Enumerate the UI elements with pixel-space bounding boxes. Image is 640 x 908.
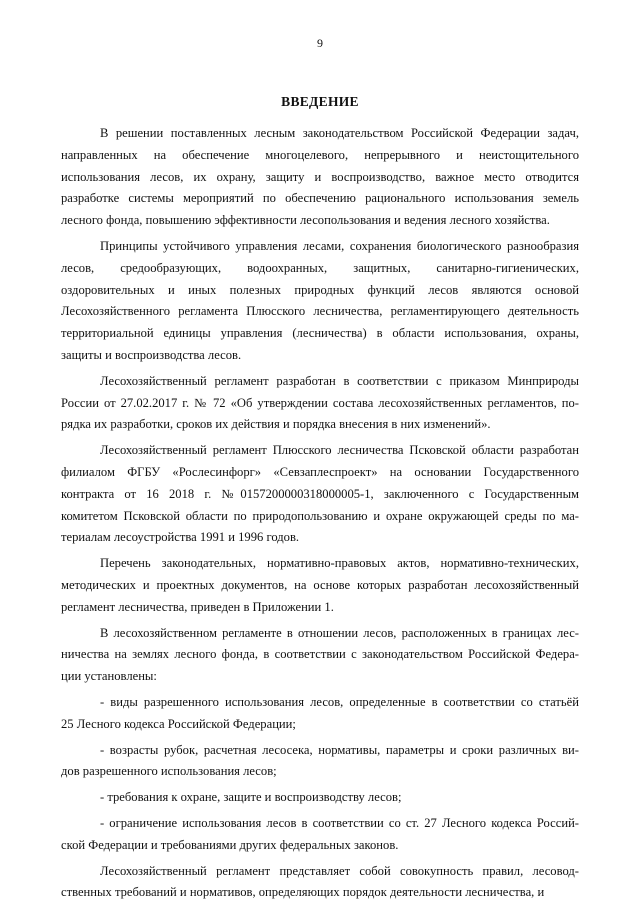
- paragraph: [61, 440, 579, 549]
- paragraph-line: методических и проектных документов, на основе которых разработан лесохозяйственный: [61, 577, 579, 592]
- paragraph: [61, 813, 579, 857]
- paragraph-line: России от 27.02.2017 г. № 72 «Об утверждении состава лесохозяйственных регламентов, по-: [61, 395, 579, 410]
- paragraph-line: - требования к охране, защите и воспроизводству лесов;: [100, 790, 402, 805]
- paragraph: [61, 371, 579, 436]
- paragraph-line: использования лесов, их охрану, защиту и воспроизводство, важное место отводится: [61, 169, 579, 184]
- paragraph-line: Лесохозяйственный регламент разработан в соответствии с приказом Минприроды: [100, 373, 579, 388]
- paragraph: [61, 740, 579, 784]
- paragraph: [61, 553, 579, 618]
- paragraph-line: регламент лесничества, приведен в Приложении 1.: [61, 599, 334, 614]
- paragraph-line: лесного фонда, повышению эффективности лесопользования и ведения лесного хозяйства.: [61, 213, 550, 228]
- paragraph: [61, 123, 579, 232]
- paragraph-line: филиалом ФГБУ «Рослесинфорг» «Севзаплеспроект» на основании Государственного: [61, 464, 579, 479]
- paragraph-line: комитетом Псковской области по природопользованию и охране окружающей среды по ма-: [61, 508, 579, 523]
- paragraph-line: - ограничение использования лесов в соответствии со ст. 27 Лесного кодекса Россий-: [100, 815, 579, 830]
- paragraph-line: Лесохозяйственного регламента Плюсского лесничества, регламентирующего деятельность: [61, 304, 579, 319]
- paragraph-line: ской Федерации и требованиями других федеральных законов.: [61, 837, 399, 852]
- paragraph: [61, 861, 579, 905]
- paragraph-line: дов разрешенного использования лесов;: [61, 764, 277, 779]
- paragraph-line: ственных требований и нормативов, определяющих порядок деятельности лесничества, и: [61, 885, 545, 900]
- paragraph: [61, 692, 579, 736]
- paragraph-line: оздоровительных и иных полезных природных функций лесов являются основой: [61, 282, 579, 297]
- paragraph: [61, 787, 579, 809]
- paragraph-line: контракта от 16 2018 г. №0157200000318000005-1, заключенного с Государственным: [61, 486, 579, 501]
- paragraph-line: направленных на обеспечение многоцелевого, непрерывного и неистощительного: [61, 147, 579, 162]
- section-heading: ВВЕДЕНИЕ: [281, 94, 359, 109]
- paragraph: [61, 623, 579, 688]
- paragraph-line: территориальной единицы управления (лесничества) в области использования, охраны,: [61, 326, 579, 341]
- paragraph-line: Принципы устойчивого управления лесами, сохранения биологического разнообразия: [100, 238, 579, 253]
- body-text: [61, 123, 579, 908]
- paragraph-line: ции установлены:: [61, 669, 157, 684]
- paragraph-line: В лесохозяйственном регламенте в отношении лесов, расположенных в границах лес-: [100, 625, 579, 640]
- paragraph: [61, 236, 579, 367]
- paragraph-line: лесов, средообразующих, водоохранных, защитных, санитарно-гигиенических,: [61, 260, 579, 275]
- paragraph-line: В решении поставленных лесным законодательством Российской Федерации задач,: [100, 126, 579, 140]
- paragraph-line: Лесохозяйственный регламент Плюсского лесничества Псковской области разработан: [100, 443, 579, 458]
- paragraph-line: защиты и воспроизводства лесов.: [61, 347, 242, 362]
- paragraph-line: териалам лесоустройства 1991 и 1996 годов.: [61, 530, 300, 545]
- paragraph-line: Перечень законодательных, нормативно-правовых актов, нормативно-технических,: [100, 556, 579, 571]
- paragraph-line: ничества на землях лесного фонда, в соответствии с законодательством Российской Федера-: [61, 647, 579, 662]
- paragraph-line: - возрасты рубок, расчетная лесосека, нормативы, параметры и сроки различных ви-: [100, 742, 579, 757]
- paragraph-line: рядка их разработки, сроков их действия и порядка внесения в них изменений».: [61, 417, 491, 432]
- paragraph-line: - виды разрешенного использования лесов, определенные в соответствии со статьёй: [100, 694, 579, 709]
- paragraph-line: 25 Лесного кодекса Российской Федерации;: [61, 716, 296, 731]
- page-number: 9: [317, 36, 323, 50]
- paragraph-line: разработке системы мероприятий по обеспечению рационального использования земель: [61, 191, 579, 206]
- paragraph-line: Лесохозяйственный регламент представляет собой совокупность правил, лесовод-: [100, 863, 579, 878]
